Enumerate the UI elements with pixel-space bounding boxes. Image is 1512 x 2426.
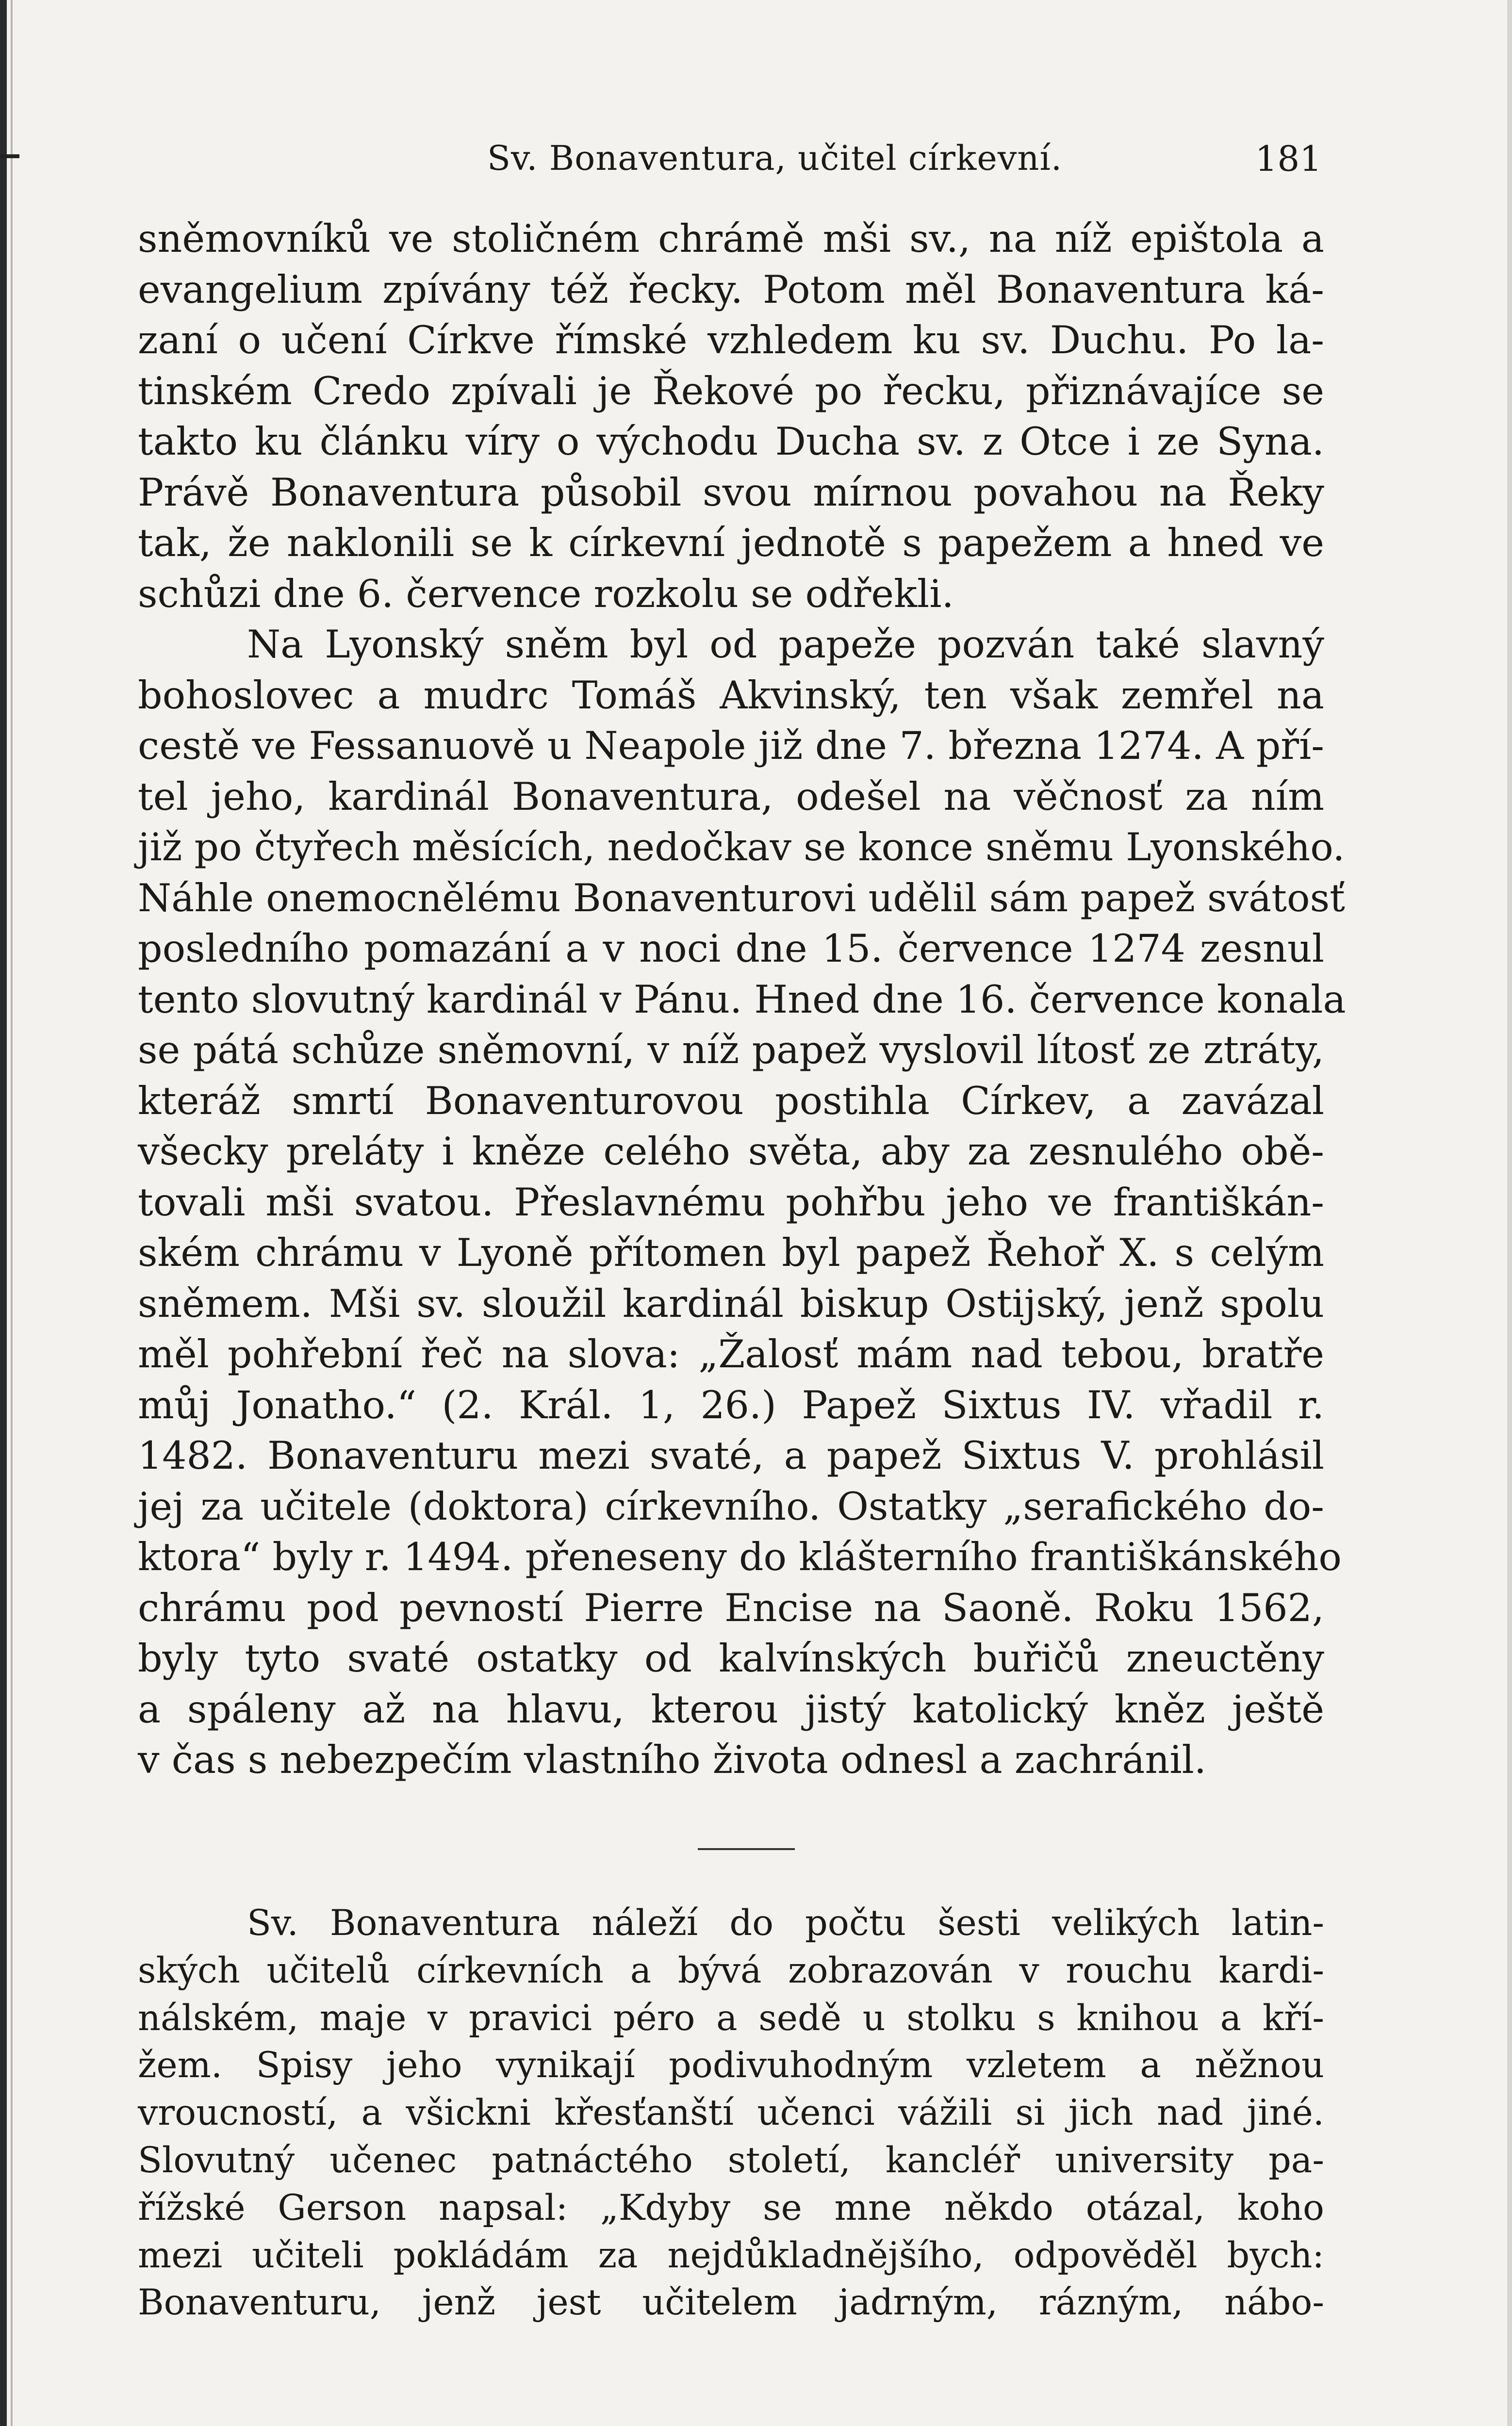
text-line: vroucností, a všickni křesťanští učenci vážili si jich nad jiné. (138, 2092, 1324, 2134)
text-line: všecky preláty i kněze celého světa, aby za zesnulého obě- (138, 1129, 1324, 1174)
text-line: Sv. Bonaventura náleží do počtu šesti velikých latin- (247, 1902, 1324, 1944)
text-line: můj Jonatho.“ (2. Král. 1, 26.) Papež Sixtus IV. vřadil r. (138, 1382, 1324, 1427)
text-line: již po čtyřech měsících, nedočkav se konce sněmu Lyonského. (138, 825, 1345, 869)
text-line: tento slovutný kardinál v Pánu. Hned dne 16. července konala (138, 977, 1346, 1022)
scan-edge-left (0, 0, 7, 2426)
text-line: a spáleny až na hlavu, kterou jistý katolický kněz ještě (138, 1687, 1324, 1732)
text-line: posledního pomazání a v noci dne 15. července 1274 zesnul (138, 926, 1324, 971)
text-line: Právě Bonaventura působil svou mírnou povahou na Řeky (138, 470, 1324, 515)
text-line: 1482. Bonaventuru mezi svaté, a papež Sixtus V. prohlásil (138, 1433, 1324, 1478)
text-line: tovali mši svatou. Přeslavnému pohřbu jeho ve františkán- (138, 1180, 1324, 1225)
text-line: evangelium zpívány též řecky. Potom měl Bonaventura ká- (138, 267, 1324, 312)
text-line: takto ku článku víry o východu Ducha sv. z Otce i ze Syna. (138, 419, 1324, 464)
text-line: Slovutný učenec patnáctého století, kancléř university pa- (138, 2139, 1324, 2181)
scan-edge-right (1507, 0, 1512, 2426)
page-number: 181 (1255, 138, 1322, 179)
text-line: měl pohřební řeč na slova: „Žalosť mám nad tebou, bratře (138, 1332, 1324, 1377)
text-line: mezi učiteli pokládám za nejdůkladnějšího, odpověděl bych: (138, 2234, 1324, 2276)
text-line: v čas s nebezpečím vlastního života odnesl a zachránil. (138, 1738, 1206, 1782)
running-title: Sv. Bonaventura, učitel církevní. (487, 138, 1063, 178)
page-header (138, 138, 1322, 182)
text-line: ském chrámu v Lyoně přítomen byl papež Řehoř X. s celým (138, 1230, 1324, 1275)
text-line: nálském, maje v pravici péro a sedě u stolku s knihou a kří- (138, 1997, 1324, 2039)
text-line: sněmovníků ve stoličném chrámě mši sv., na níž epištola a (138, 216, 1324, 261)
text-line: ktora“ byly r. 1494. přeneseny do klášterního františkánského (138, 1535, 1342, 1579)
text-line: jej za učitele (doktora) církevního. Ostatky „serafického do- (138, 1484, 1324, 1529)
text-line: sněmem. Mši sv. sloužil kardinál biskup Ostijský, jenž spolu (138, 1281, 1324, 1326)
text-line: bohoslovec a mudrc Tomáš Akvinský, ten však zemřel na (138, 672, 1324, 718)
text-line: řížské Gerson napsal: „Kdyby se mne někdo otázal, koho (138, 2187, 1324, 2229)
text-line: cestě ve Fessanuově u Neapole již dne 7. března 1274. A pří- (138, 723, 1324, 768)
text-line: tak, že naklonili se k církevní jednotě s papežem a hned ve (138, 521, 1324, 565)
text-line: se pátá schůze sněmovní, v níž papež vyslovil lítosť ze ztráty, (138, 1028, 1324, 1072)
scan-edge-line (11, 0, 13, 2426)
text-line: Bonaventuru, jenž jest učitelem jadrným, rázným, nábo- (138, 2282, 1324, 2324)
text-line: schůzi dne 6. července rozkolu se odřekli. (138, 571, 954, 616)
text-line: ských učitelů církevních a bývá zobrazován v rouchu kardi- (138, 1950, 1324, 1991)
text-line: Náhle onemocnělému Bonaventurovi udělil sám papež svátosť (138, 875, 1345, 920)
text-line: kteráž smrtí Bonaventurovou postihla Církev, a zavázal (138, 1078, 1324, 1123)
text-line: tinském Credo zpívali je Řekové po řecku, přiznávajíce se (138, 368, 1324, 413)
text-line: zaní o učení Církve římské vzhledem ku sv. Duchu. Po la- (138, 318, 1324, 362)
scan-edge-tick (0, 154, 19, 158)
text-line: Na Lyonský sněm byl od papeže pozván také slavný (247, 622, 1324, 667)
secondary-text (138, 1900, 1324, 2327)
main-text (138, 213, 1346, 1786)
text-line: tel jeho, kardinál Bonaventura, odešel na věčnosť za ním (138, 774, 1324, 819)
text-line: byly tyto svaté ostatky od kalvínských buřičů zneuctěny (138, 1636, 1324, 1681)
section-separator (698, 1848, 795, 1850)
text-line: žem. Spisy jeho vynikají podivuhodným vzletem a něžnou (138, 2045, 1324, 2086)
text-line: chrámu pod pevností Pierre Encise na Saoně. Roku 1562, (138, 1585, 1324, 1630)
